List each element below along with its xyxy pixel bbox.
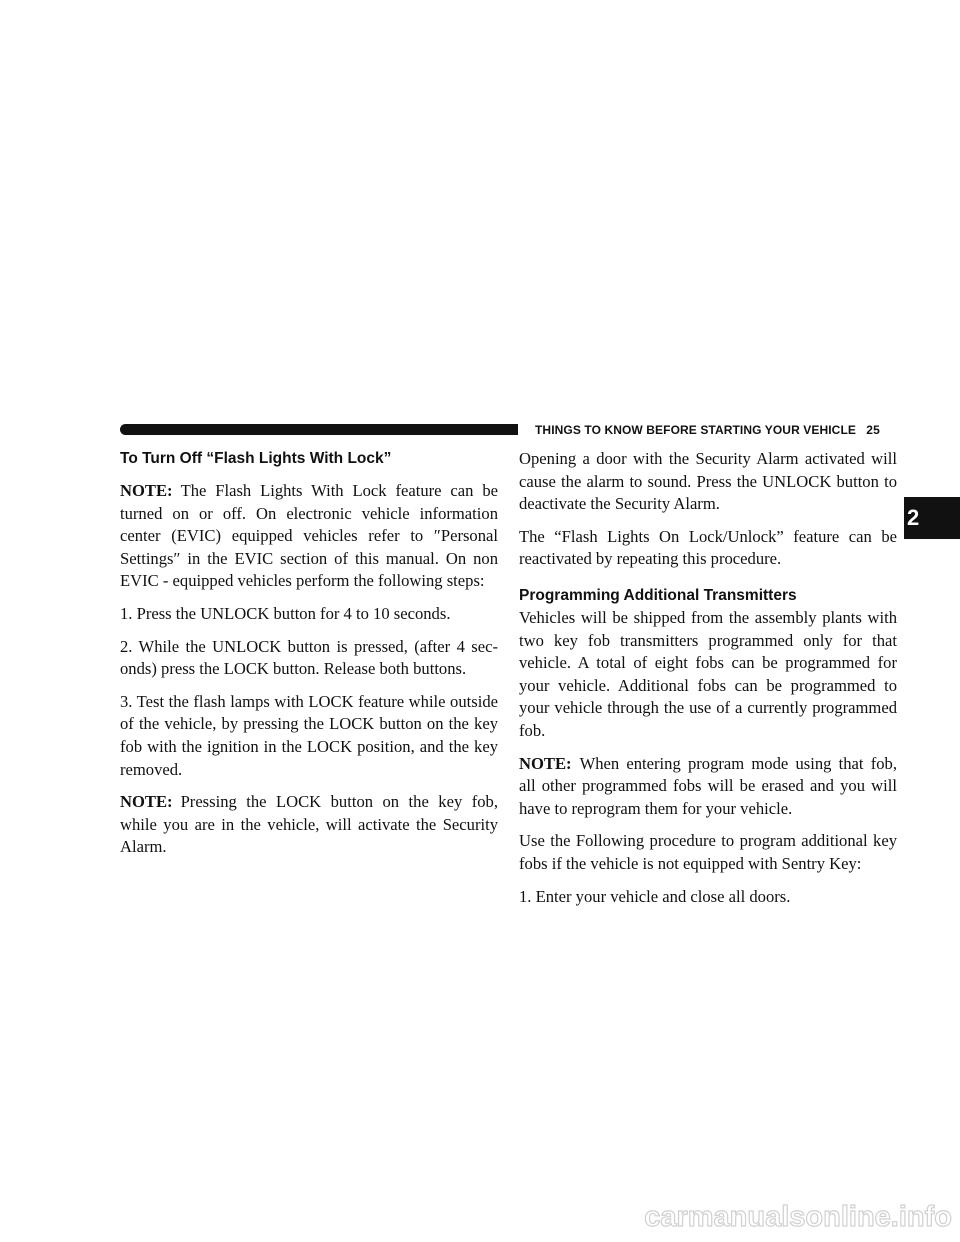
header-bar (120, 424, 518, 435)
step-3: 3. Test the flash lamps with LOCK feature while outside of the vehicle, by pressing the LOCK button on the key fob with the ignition in the LOCK position, and the key removed. (120, 691, 498, 779)
watermark-logo (0, 1182, 960, 1242)
step-2: 2. While the UNLOCK button is pressed, (after 4 sec-onds) press the LOCK button. Release both buttons. (120, 636, 498, 679)
note-paragraph-2 (120, 791, 498, 859)
chapter-tab: 2 (904, 497, 960, 539)
note-paragraph-1 (120, 480, 498, 593)
note-text: Pressing the LOCK button on the key fob, while you are in the vehicle, will activate the Security Alarm. (120, 792, 498, 857)
paragraph-reactivate: The “Flash Lights On Lock/Unlock” feature can be reactivated by repeating this procedure. (519, 526, 897, 569)
header-text (535, 422, 880, 438)
note-label: NOTE: (519, 753, 572, 773)
note-paragraph-3 (519, 753, 897, 821)
paragraph-procedure: Use the Following procedure to program additional key fobs if the vehicle is not equipped with Sentry Key: (519, 831, 897, 873)
header-title: THINGS TO KNOW BEFORE STARTING YOUR VEHICLE (535, 423, 856, 437)
page-header (120, 422, 910, 438)
left-column (120, 448, 498, 869)
section-heading-programming: Programming Additional Transmitters (519, 586, 797, 604)
note-text: The Flash Lights With Lock feature can be turned on or off. On electronic vehicle information center (EVIC) equipped vehicles refer to ″Personal Settings″ in the EVIC section of this manual. On non EVIC - equipped vehicles perform the following steps: (120, 481, 498, 591)
section-heading-flash-lights: To Turn Off “Flash Lights With Lock” (120, 450, 392, 467)
step-1: 1. Press the UNLOCK button for 4 to 10 seconds. (120, 603, 451, 623)
page-number: 25 (866, 423, 880, 437)
note-text: When entering program mode using that fob, all other programmed fobs will be erased and you will have to reprogram them for your vehicle. (519, 753, 897, 818)
note-label: NOTE: (120, 481, 173, 500)
note-label: NOTE: (120, 792, 173, 812)
right-column (519, 448, 897, 918)
step-1-enter-vehicle: 1. Enter your vehicle and close all doors. (519, 886, 791, 906)
paragraph-security-alarm: Opening a door with the Security Alarm activated will cause the alarm to sound. Press the UNLOCK button to deactivate the Security Alarm. (519, 449, 897, 514)
paragraph-shipped-fobs: Vehicles will be shipped from the assembly plants with two key fob transmitters programmed only for that vehicle. A total of eight fobs can be programmed for your vehicle. Additional fobs can be programmed to your vehicle through the use of a currently programmed fob. (519, 607, 897, 740)
watermark-text: carmanualsonline.info (644, 1201, 952, 1233)
